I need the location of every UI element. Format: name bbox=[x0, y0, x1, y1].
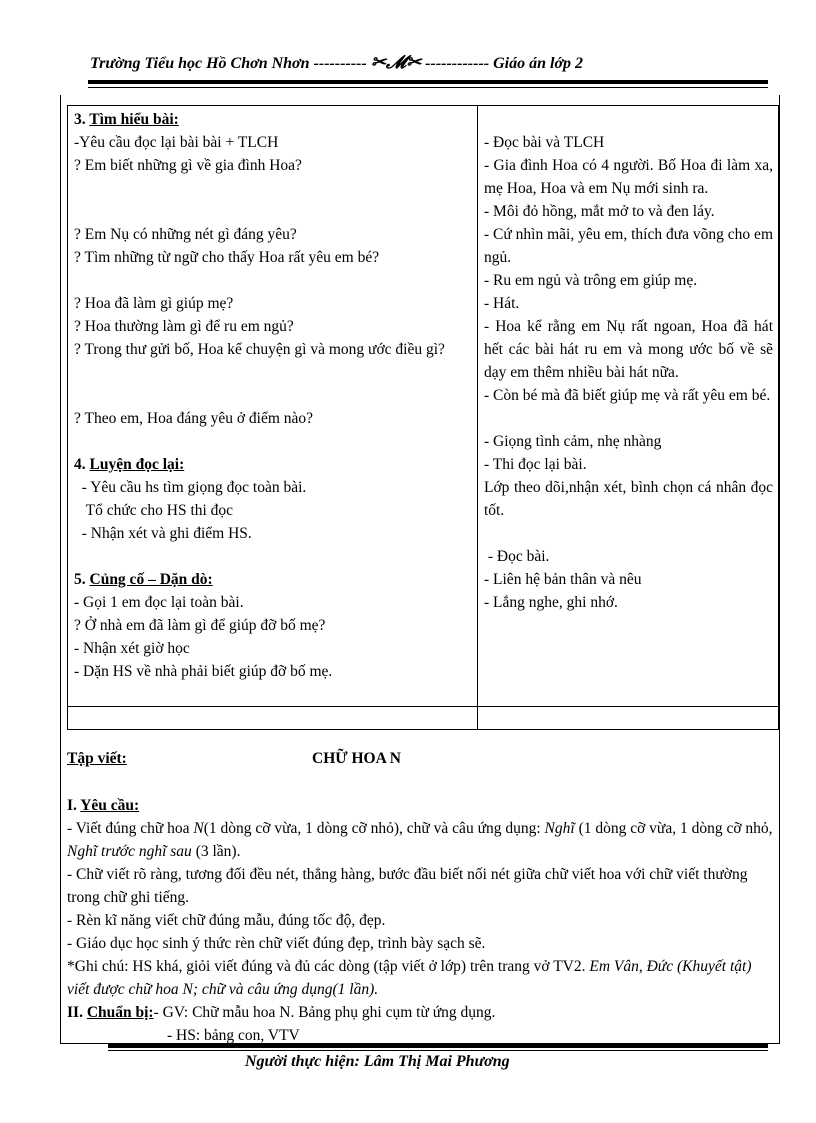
section-number: 5. bbox=[74, 571, 90, 588]
text-line: - Hát. bbox=[484, 295, 520, 312]
section-title: Tìm hiểu bài: bbox=[89, 111, 179, 128]
text-line: - Môi đỏ hồng, mắt mở to và đen láy. bbox=[484, 203, 715, 220]
student-activities-column bbox=[478, 106, 779, 707]
requirements-section bbox=[67, 794, 777, 1047]
text-line: - Ru em ngủ và trông em giúp mẹ. bbox=[484, 272, 698, 289]
text-line: - Đọc bài. bbox=[484, 548, 550, 565]
blank-line bbox=[484, 407, 773, 430]
table-bottom-spacer-left bbox=[68, 707, 478, 730]
header-dashes-left: ---------- bbox=[313, 55, 367, 72]
req1-text-b: (1 dòng cỡ vừa, 1 dòng cỡ nhỏ), chữ và câu ứng dụng: bbox=[203, 820, 545, 837]
requirement-note bbox=[67, 955, 777, 1001]
requirement-line-4: - Giáo dục học sinh ý thức rèn chữ viết đúng đẹp, trình bày sạch sẽ. bbox=[67, 935, 486, 952]
requirement-line-2: - Chữ viết rõ ràng, tương đối đều nét, thẳng hàng, bước đầu biết nối nét giữa chữ viết hoa với chữ viết thường trong chữ ghi tiếng. bbox=[67, 866, 748, 906]
preparation-title: Chuẩn bị: bbox=[86, 1004, 154, 1021]
text-line: ? Ở nhà em đã làm gì để giúp đỡ bố mẹ? bbox=[74, 617, 326, 634]
text-line: - Đọc bài và TLCH bbox=[484, 134, 605, 151]
text-line: Tổ chức cho HS thi đọc bbox=[74, 502, 234, 519]
tapviet-heading-row bbox=[67, 747, 777, 770]
table-bottom-spacer-right bbox=[478, 707, 779, 730]
tapviet-title: CHỮ HOA N bbox=[312, 750, 401, 767]
blank-line bbox=[484, 522, 773, 545]
section-number: 4. bbox=[74, 456, 90, 473]
preparation-number: II. bbox=[67, 1004, 87, 1021]
req1-letter: N bbox=[193, 820, 204, 837]
blank-line bbox=[74, 384, 469, 407]
text-line: - Yêu cầu hs tìm giọng đọc toàn bài. bbox=[74, 479, 307, 496]
text-line: - Hoa kể rằng em Nụ rất ngoan, Hoa đã hát hết các bài hát ru em và mong ước bố về sẽ dạy em thêm nhiều bài hát nữa. bbox=[484, 318, 773, 381]
section-number: 3. bbox=[74, 111, 90, 128]
req1-text-a: - Viết đúng chữ hoa bbox=[67, 820, 194, 837]
text-line: Lớp theo dõi,nhận xét, bình chọn cá nhân đọc tốt. bbox=[484, 479, 773, 519]
blank-line bbox=[74, 361, 469, 384]
text-line: - Dặn HS về nhà phải biết giúp đỡ bố mẹ. bbox=[74, 663, 333, 680]
text-line: ? Trong thư gửi bố, Hoa kể chuyện gì và mong ước điều gì? bbox=[74, 341, 445, 358]
section-heading bbox=[74, 568, 469, 591]
requirements-title: Yêu cầu: bbox=[80, 797, 140, 814]
requirements-heading bbox=[67, 794, 777, 817]
grade-label: Giáo án lớp 2 bbox=[493, 55, 584, 72]
text-line: ? Theo em, Hoa đáng yêu ở điểm nào? bbox=[74, 410, 314, 427]
text-line: - Liên hệ bản thân và nêu bbox=[484, 571, 642, 588]
decorative-logo: ✂𝓜✂ bbox=[370, 52, 422, 73]
section-heading bbox=[74, 108, 469, 131]
section-title: Củng cố – Dặn dò: bbox=[89, 571, 213, 588]
text-line: -Yêu cầu đọc lại bài bài + TLCH bbox=[74, 134, 279, 151]
text-line: ? Hoa thường làm gì để ru em ngủ? bbox=[74, 318, 294, 335]
text-line: ? Tìm những từ ngữ cho thấy Hoa rất yêu em bé? bbox=[74, 249, 380, 266]
req1-word: Nghĩ bbox=[544, 820, 575, 837]
text-line: - Cứ nhìn mãi, yêu em, thích đưa võng cho em ngủ. bbox=[484, 226, 773, 266]
text-line: - Lắng nghe, ghi nhớ. bbox=[484, 594, 618, 611]
text-line: ? Em Nụ có những nét gì đáng yêu? bbox=[74, 226, 297, 243]
lesson-plan-table bbox=[67, 105, 779, 730]
header-rule-thick bbox=[88, 80, 768, 84]
header-dashes-right: ------------ bbox=[425, 55, 490, 72]
blank-line bbox=[74, 683, 469, 706]
footer-rule-thick bbox=[108, 1044, 768, 1048]
req1-phrase: Nghĩ trước nghĩ sau bbox=[67, 843, 192, 860]
school-name: Trường Tiểu học Hồ Chơn Nhơn bbox=[90, 55, 310, 72]
header-rule-thin bbox=[88, 87, 768, 88]
section-title: Luyện đọc lại: bbox=[89, 456, 185, 473]
blank-line bbox=[74, 269, 469, 292]
text-line: ? Em biết những gì về gia đình Hoa? bbox=[74, 157, 302, 174]
page-header bbox=[90, 52, 780, 73]
preparation-hs-line: - HS: bảng con, VTV bbox=[167, 1027, 300, 1044]
text-line: - Giọng tình cảm, nhẹ nhàng bbox=[484, 433, 662, 450]
requirements-number: I. bbox=[67, 797, 81, 814]
text-line: - Gọi 1 em đọc lại toàn bài. bbox=[74, 594, 244, 611]
preparation-gv: - GV: Chữ mẫu hoa N. Bảng phụ ghi cụm từ ứng dụng. bbox=[153, 1004, 496, 1021]
author-footer: Người thực hiện: Lâm Thị Mai Phương bbox=[245, 1053, 510, 1070]
text-line: ? Hoa đã làm gì giúp mẹ? bbox=[74, 295, 234, 312]
footer-rule-thin bbox=[108, 1050, 768, 1051]
blank-line bbox=[74, 545, 469, 568]
text-line: - Gia đình Hoa có 4 người. Bố Hoa đi làm xa, mẹ Hoa, Hoa và em Nụ mới sinh ra. bbox=[484, 157, 773, 197]
text-line: - Nhận xét giờ học bbox=[74, 640, 190, 657]
requirement-line-3: - Rèn kĩ năng viết chữ đúng mẫu, đúng tốc độ, đẹp. bbox=[67, 912, 386, 929]
note-italic: Em Vân, Đức (Khuyết tật) viết được chữ hoa N; chữ và câu ứng dụng(1 lần). bbox=[67, 958, 752, 998]
req1-text-c: (1 dòng cỡ vừa, 1 dòng cỡ nhỏ, bbox=[574, 820, 773, 837]
text-line: - Nhận xét và ghi điểm HS. bbox=[74, 525, 252, 542]
requirement-line-1 bbox=[67, 817, 777, 863]
blank-line bbox=[74, 200, 469, 223]
section-heading bbox=[74, 453, 469, 476]
teacher-activities-column bbox=[68, 106, 478, 707]
text-line: - Thi đọc lại bài. bbox=[484, 456, 587, 473]
tapviet-label: Tập viết: bbox=[67, 750, 127, 767]
preparation-gv-line bbox=[67, 1001, 777, 1024]
blank-line bbox=[484, 108, 773, 131]
text-line: - Còn bé mà đã biết giúp mẹ và rất yêu em bé. bbox=[484, 387, 771, 404]
blank-line bbox=[74, 430, 469, 453]
note-text: *Ghi chú: HS khá, giỏi viết đúng và đủ các dòng (tập viết ở lớp) trên trang vở TV2. bbox=[67, 958, 590, 975]
blank-line bbox=[74, 177, 469, 200]
req1-text-d: (3 lần). bbox=[191, 843, 241, 860]
